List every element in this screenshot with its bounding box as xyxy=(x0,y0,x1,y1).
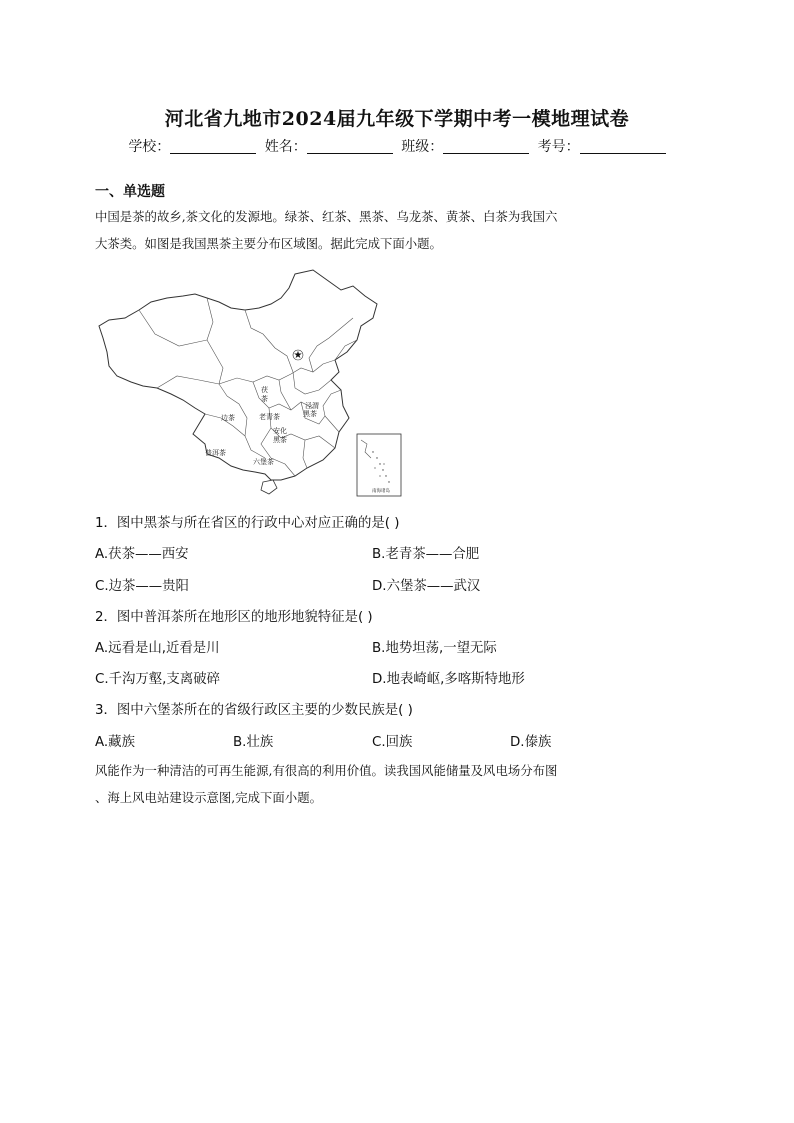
label-anhua-b: 黑茶 xyxy=(273,436,287,444)
question-2-option-d[interactable]: D.地表崎岖,多喀斯特地形 xyxy=(372,672,525,687)
hainan-island xyxy=(261,480,277,494)
name-blank[interactable] xyxy=(307,139,393,154)
page-title: 河北省九地市2024届九年级下学期中考一模地理试卷 xyxy=(164,108,630,130)
question-1-option-a[interactable]: A.茯茶——西安 xyxy=(95,547,189,562)
label-inset: 南海诸岛 xyxy=(372,489,390,494)
student-info-line xyxy=(0,136,794,156)
question-1-option-c[interactable]: C.边茶——贵阳 xyxy=(95,579,189,594)
label-jingwei-a: 泾渭 xyxy=(305,402,319,410)
south-sea-inset xyxy=(357,434,401,496)
question-1-option-b[interactable]: B.老青茶——合肥 xyxy=(372,547,480,562)
class-blank[interactable] xyxy=(443,139,529,154)
label-jingwei-b: 黑茶 xyxy=(303,410,317,418)
passage-line: 、海上风电站建设示意图,完成下面小题。 xyxy=(95,790,322,805)
passage-tea xyxy=(95,203,695,257)
label-fu-a: 茯 xyxy=(261,386,268,394)
exam-number-label: 考号： xyxy=(537,139,580,155)
label-liubao: 六堡茶 xyxy=(253,458,274,466)
country-outline xyxy=(99,270,377,480)
passage-line: 中国是茶的故乡,茶文化的发源地。绿茶、红茶、黑茶、乌龙茶、黄茶、白茶为我国六 xyxy=(95,209,558,224)
label-bian: 边茶 xyxy=(221,414,235,422)
section-title: 一、单选题 xyxy=(95,184,165,200)
name-label: 姓名： xyxy=(264,139,307,155)
passage-wind xyxy=(95,757,695,811)
label-fu-b: 茶 xyxy=(261,395,268,403)
question-1-stem: 1．图中黑茶与所在省区的行政中心对应正确的是( ) xyxy=(95,516,400,531)
class-label: 班级： xyxy=(401,139,444,155)
china-tea-map xyxy=(95,268,390,500)
question-3-option-b[interactable]: B.壮族 xyxy=(233,735,274,750)
question-3-option-d[interactable]: D.傣族 xyxy=(510,735,552,750)
question-3-option-c[interactable]: C.回族 xyxy=(372,735,413,750)
label-laoqing: 老青茶 xyxy=(259,413,280,421)
question-3-stem: 3．图中六堡茶所在的省级行政区主要的少数民族是( ) xyxy=(95,703,413,718)
exam-number-blank[interactable] xyxy=(580,139,666,154)
question-2-option-a[interactable]: A.远看是山,近看是川 xyxy=(95,641,220,656)
question-2-stem: 2．图中普洱茶所在地形区的地形地貌特征是( ) xyxy=(95,610,373,625)
school-label: 学校： xyxy=(128,139,171,155)
question-1-option-d[interactable]: D.六堡茶——武汉 xyxy=(372,579,481,594)
question-2-option-c[interactable]: C.千沟万壑,支离破碎 xyxy=(95,672,220,687)
passage-line: 大茶类。如图是我国黑茶主要分布区域图。据此完成下面小题。 xyxy=(95,236,442,251)
star-icon: ★ xyxy=(293,350,303,361)
label-anhua-a: 安化 xyxy=(273,427,287,435)
question-2-option-b[interactable]: B.地势坦荡,一望无际 xyxy=(372,641,497,656)
label-puer: 普洱茶 xyxy=(205,449,226,457)
school-blank[interactable] xyxy=(170,139,256,154)
question-3-option-a[interactable]: A.藏族 xyxy=(95,735,135,750)
passage-line: 风能作为一种清洁的可再生能源,有很高的利用价值。读我国风能储量及风电场分布图 xyxy=(95,763,558,778)
